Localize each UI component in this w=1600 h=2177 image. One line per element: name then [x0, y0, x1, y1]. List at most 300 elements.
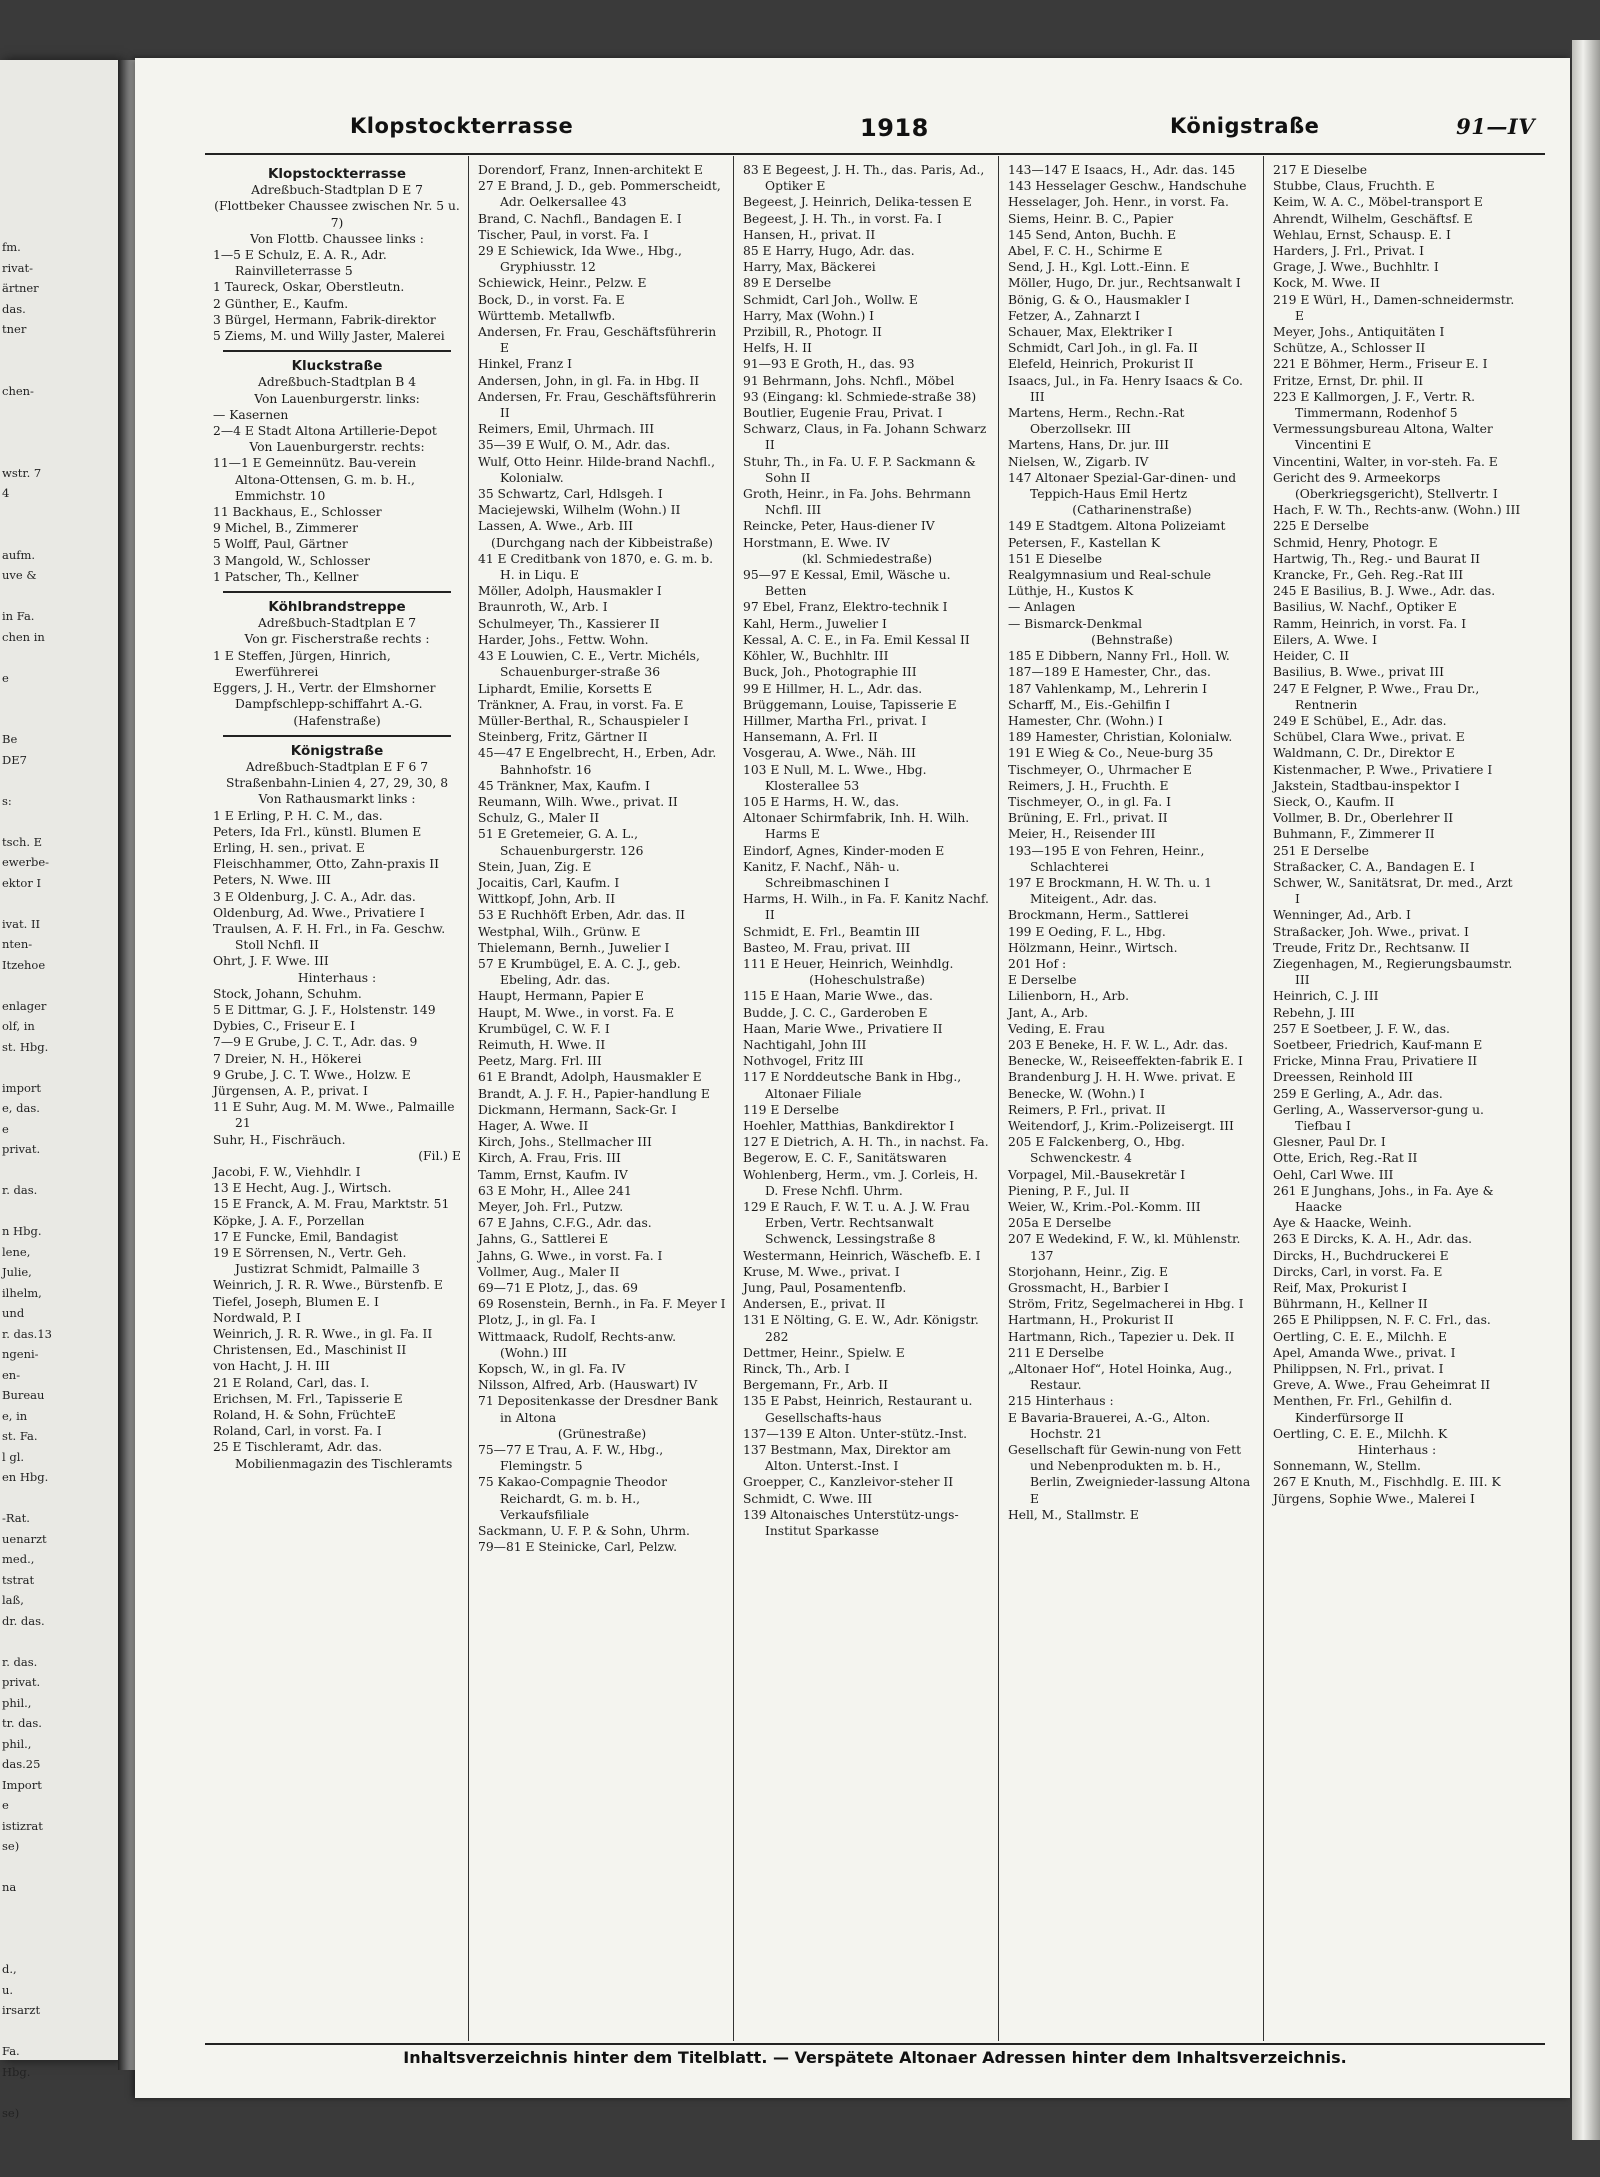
directory-entry: 191 E Wieg & Co., Neue-burg 35: [1008, 746, 1214, 761]
directory-entry: Schmidt, Carl Joh., in gl. Fa. II: [1008, 341, 1198, 356]
column-divider: [733, 156, 734, 2041]
directory-entry: Wehlau, Ernst, Schausp. E. I: [1273, 227, 1451, 242]
previous-page-text: Be: [2, 732, 18, 746]
directory-entry: Lilienborn, H., Arb.: [1008, 989, 1130, 1004]
directory-entry: 143 Hesselager Geschw., Handschuhe: [1008, 179, 1247, 194]
directory-entry: 29 E Schiewick, Ida Wwe., Hbg., Gryphiusstr. 12: [478, 244, 682, 275]
directory-entry: 137—139 E Alton. Unter-stütz.-Inst.: [743, 1426, 968, 1441]
directory-entry: 1 Taureck, Oskar, Oberstleutn.: [213, 280, 405, 295]
directory-entry: Köhler, W., Buchhltr. III: [743, 649, 889, 664]
directory-entry: Haupt, M. Wwe., in vorst. Fa. E: [478, 1005, 675, 1020]
directory-entry: Schütze, A., Schlosser II: [1273, 341, 1426, 356]
directory-entry: Bock, D., in vorst. Fa. E: [478, 292, 625, 307]
directory-entry: Elefeld, Heinrich, Prokurist II: [1008, 357, 1194, 372]
previous-page-text: n Hbg.: [2, 1224, 42, 1238]
directory-entry: Storjohann, Heinr., Zig. E: [1008, 1264, 1169, 1279]
previous-page-text: Hbg.: [2, 2064, 31, 2079]
directory-entry: Erichsen, M. Frl., Tapisserie E: [213, 1391, 403, 1406]
directory-entry: Budde, J. C. C., Garderoben E: [743, 1005, 928, 1020]
directory-entry: 1—5 E Schulz, E. A. R., Adr. Rainvilleterrasse 5: [213, 248, 387, 279]
directory-entry: Wittmaack, Rudolf, Rechts-anw. (Wohn.) III: [478, 1329, 677, 1360]
directory-entry: Jakstein, Stadtbau-inspektor I: [1273, 778, 1460, 793]
directory-entry: Maciejewski, Wilhelm (Wohn.) II: [478, 503, 681, 518]
previous-page-text: das.25: [2, 1757, 41, 1771]
directory-entry: 61 E Brandt, Adolph, Hausmakler E: [478, 1070, 702, 1085]
previous-page-text: enlager: [2, 998, 47, 1013]
directory-entry: 223 E Kallmorgen, J. F., Vertr. R. Timmermann, Rodenhof 5: [1273, 389, 1475, 421]
directory-entry: Heinrich, C. J. III: [1273, 989, 1379, 1004]
previous-page-text: privat.: [2, 1675, 41, 1689]
directory-entry: Krancke, Fr., Geh. Reg.-Rat III: [1273, 568, 1464, 583]
directory-entry: 149 E Stadtgem. Altona Polizeiamt: [1008, 519, 1226, 534]
book-right-edge: [1572, 40, 1600, 2140]
directory-entry: Christensen, Ed., Maschinist II: [213, 1343, 407, 1358]
directory-entry: Schwer, W., Sanitätsrat, Dr. med., Arzt I: [1273, 875, 1513, 907]
previous-page-text: se): [2, 2105, 20, 2120]
directory-entry: 5 Wolff, Paul, Gärtner: [213, 537, 348, 552]
directory-entry: Dorendorf, Franz, Innen-architekt E: [478, 163, 703, 177]
previous-page-text: lene,: [2, 1244, 31, 1259]
directory-entry: Brandenburg J. H. H. Wwe. privat. E: [1008, 1070, 1236, 1085]
directory-entry: Martens, Herm., Rechn.-Rat Oberzollsekr. III: [1008, 406, 1185, 437]
directory-entry: 135 E Pabst, Heinrich, Restaurant u. Gesellschafts-haus: [743, 1394, 973, 1425]
previous-page-text: e, das.: [2, 1101, 40, 1115]
directory-entry: Benecke, W., Reiseeffekten-fabrik E. I: [1008, 1054, 1243, 1069]
directory-entry: Hölzmann, Heinr., Wirtsch.: [1008, 940, 1178, 955]
directory-entry: 17 E Funcke, Emil, Bandagist: [213, 1229, 399, 1244]
previous-page-text: ilhelm,: [2, 1285, 42, 1300]
directory-entry: Hach, F. W. Th., Rechts-anw. (Wohn.) III: [1273, 503, 1521, 518]
directory-entry: Erling, H. sen., privat. E: [213, 840, 365, 855]
directory-entry: Petersen, F., Kastellan K: [1008, 535, 1161, 550]
previous-page-text: privat.: [2, 1142, 41, 1156]
section-note: Hinterhaus :: [297, 970, 377, 985]
directory-entry: Stuhr, Th., in Fa. U. F. P. Sackmann & Sohn II: [743, 454, 976, 485]
directory-entry: Schmid, Henry, Photogr. E: [1273, 535, 1438, 550]
directory-entry: 1 Patscher, Th., Kellner: [213, 569, 359, 584]
directory-entry: Ramm, Heinrich, in vorst. Fa. I: [1273, 616, 1467, 631]
section-note: (Behnstraße): [1091, 632, 1173, 647]
directory-entry: Kirch, Johs., Stellmacher III: [478, 1135, 652, 1150]
directory-entry: Basilius, W. Nachf., Optiker E: [1273, 600, 1457, 615]
directory-entry: Oldenburg, Ad. Wwe., Privatiere I: [213, 905, 425, 920]
directory-entry: — Anlagen: [1008, 600, 1076, 615]
directory-entry: Buck, Joh., Photographie III: [743, 665, 917, 680]
directory-entry: von Hacht, J. H. III: [213, 1359, 330, 1374]
directory-entry: Tischmeyer, O., Uhrmacher E: [1008, 762, 1192, 777]
directory-entry: Schübel, Clara Wwe., privat. E: [1273, 730, 1465, 745]
previous-page-text: chen in: [2, 629, 45, 644]
directory-entry: 45—47 E Engelbrecht, H., Erben, Adr. Bahnhofstr. 16: [478, 746, 717, 777]
directory-entry: 83 E Begeest, J. H. Th., das. Paris, Ad., Optiker E: [743, 163, 985, 194]
directory-entry: 143—147 E Isaacs, H., Adr. das. 145: [1008, 163, 1236, 177]
directory-entry: Tischmeyer, O., in gl. Fa. I: [1008, 794, 1171, 809]
directory-entry: Glesner, Paul Dr. I: [1273, 1135, 1386, 1150]
directory-entry: 139 Altonaisches Unterstütz-ungs-Institut Sparkasse: [743, 1507, 959, 1539]
directory-entry: Nielsen, W., Zigarb. IV: [1008, 454, 1149, 469]
directory-entry: Przibill, R., Photogr. II: [743, 325, 882, 340]
street-heading: Klopstockterrasse: [267, 166, 407, 182]
directory-entry: Oehl, Carl Wwe. III: [1273, 1167, 1394, 1182]
directory-entry: Weinrich, J. R. R. Wwe., in gl. Fa. II: [213, 1327, 433, 1342]
directory-entry: Traulsen, A. F. H. Frl., in Fa. Geschw. Stoll Nchfl. II: [213, 921, 446, 953]
directory-entry: Harry, Max, Bäckerei: [743, 260, 876, 275]
directory-entry: Vermessungsbureau Altona, Walter Vincentini E: [1273, 422, 1493, 453]
directory-entry: 95—97 E Kessal, Emil, Wäsche u. Betten: [743, 568, 951, 599]
directory-entry: 35—39 E Wulf, O. M., Adr. das.: [478, 438, 671, 453]
directory-entry: Thielemann, Bernh., Juwelier I: [478, 940, 670, 955]
directory-entry: 2 Günther, E., Kaufm.: [213, 296, 349, 311]
directory-entry: Wenninger, Ad., Arb. I: [1273, 908, 1411, 923]
directory-entry: Tiefel, Joseph, Blumen E. I: [213, 1294, 379, 1309]
previous-page-text: tstrat: [2, 1572, 35, 1587]
directory-entry: 5 E Dittmar, G. J. F., Holstenstr. 149: [213, 1002, 436, 1017]
section-note: Adreßbuch-Stadtplan E F 6 7: [245, 759, 429, 774]
directory-entry: Meier, H., Reisender III: [1008, 827, 1156, 842]
previous-page-text: nten-: [2, 937, 33, 951]
section-note: Von Rathausmarkt links :: [258, 792, 416, 807]
directory-entry: Haan, Marie Wwe., Privatiere II: [743, 1021, 943, 1036]
column-5: [1273, 162, 1521, 1507]
directory-entry: 265 E Philippsen, N. F. C. Frl., das.: [1273, 1313, 1491, 1328]
directory-entry: Andersen, Fr. Frau, Geschäftsführerin E: [478, 325, 717, 356]
directory-entry: Dybies, C., Friseur E. I: [213, 1019, 356, 1034]
directory-entry: 5 Ziems, M. und Willy Jaster, Malerei: [213, 329, 445, 344]
directory-entry: Dircks, H., Buchdruckerei E: [1273, 1248, 1449, 1263]
directory-entry: Groepper, C., Kanzleivor-steher II: [743, 1475, 954, 1490]
directory-entry: Waldmann, C. Dr., Direktor E: [1273, 746, 1455, 761]
directory-entry: Bönig, G. & O., Hausmakler I: [1008, 292, 1190, 307]
directory-entry: Kahl, Herm., Juwelier I: [743, 616, 887, 631]
previous-page-text: fm.: [2, 240, 21, 254]
directory-entry: Fritze, Ernst, Dr. phil. II: [1273, 373, 1424, 388]
directory-entry: Keim, W. A. C., Möbel-transport E: [1273, 195, 1483, 210]
directory-entry: Schiewick, Heinr., Pelzw. E: [478, 276, 647, 291]
previous-page-text: ewerbe-: [2, 855, 50, 869]
directory-entry: 9 Michel, B., Zimmerer: [213, 521, 358, 536]
directory-entry: Eggers, J. H., Vertr. der Elmshorner Dampfschlepp-schiffahrt A.-G.: [213, 681, 436, 712]
section-note: Adreßbuch-Stadtplan E 7: [257, 616, 417, 631]
directory-entry: 263 E Dircks, K. A. H., Adr. das.: [1273, 1232, 1473, 1247]
directory-entry: 137 Bestmann, Max, Direktor am Alton. Unterst.-Inst. I: [743, 1443, 951, 1474]
directory-entry: Nilsson, Alfred, Arb. (Hauswart) IV: [478, 1378, 698, 1393]
previous-page-text: irsarzt: [2, 2003, 41, 2017]
directory-entry: 9 Grube, J. C. T. Wwe., Holzw. E: [213, 1067, 411, 1082]
directory-entry: — Bismarck-Denkmal: [1008, 616, 1143, 631]
previous-page-text: Fa.: [2, 2044, 20, 2058]
directory-entry: Dettmer, Heinr., Spielw. E: [743, 1345, 905, 1360]
directory-entry: Reumann, Wilh. Wwe., privat. II: [478, 794, 678, 809]
previous-page-text: med.,: [2, 1552, 35, 1566]
directory-entry: Rebehn, J. III: [1273, 1005, 1355, 1020]
previous-page-text: uenarzt: [2, 1531, 47, 1546]
directory-entry: Harry, Max (Wohn.) I: [743, 308, 875, 323]
directory-entry: 117 E Norddeutsche Bank in Hbg., Altonaer Filiale: [743, 1070, 962, 1101]
previous-page-text: tner: [2, 322, 27, 336]
directory-entry: Köpke, J. A. F., Porzellan: [213, 1213, 365, 1228]
directory-entry: Schauer, Max, Elektriker I: [1008, 325, 1173, 340]
directory-entry: 199 E Oeding, F. L., Hbg.: [1008, 924, 1166, 939]
directory-entry: 115 E Haan, Marie Wwe., das.: [743, 989, 933, 1004]
section-note: (Durchgang nach der Kibbeistraße): [491, 535, 713, 550]
section-note: Hinterhaus :: [1357, 1443, 1437, 1458]
column-3: [743, 162, 991, 1539]
directory-entry: Tamm, Ernst, Kaufm. IV: [478, 1167, 628, 1182]
page-number: 91—IV: [1456, 114, 1535, 139]
directory-entry: Kanitz, F. Nachf., Näh- u. Schreibmaschinen I: [743, 859, 900, 890]
section-note: (Hoheschulstraße): [809, 973, 925, 988]
previous-page-text: chen-: [2, 383, 34, 398]
directory-entry: Stein, Juan, Zig. E: [478, 859, 592, 874]
directory-entry: Kock, M. Wwe. II: [1273, 276, 1380, 291]
directory-entry: Westermann, Heinrich, Wäschefb. E. I: [743, 1248, 981, 1263]
directory-entry: 7 Dreier, N. H., Hökerei: [213, 1051, 362, 1066]
directory-entry: Brandt, A. J. F. H., Papier-handlung E: [478, 1086, 710, 1101]
directory-entry: Begeest, J. Heinrich, Delika-tessen E: [743, 195, 972, 210]
directory-entry: 105 E Harms, H. W., das.: [743, 794, 900, 809]
previous-page-text: l gl.: [2, 1449, 25, 1464]
previous-page-text: DE7: [2, 752, 27, 767]
directory-entry: Ziegenhagen, M., Regierungsbaumstr. III: [1273, 956, 1513, 988]
previous-page-fragment: [0, 60, 120, 2120]
directory-entry: 127 E Dietrich, A. H. Th., in nachst. Fa.: [743, 1135, 989, 1150]
directory-entry: 205a E Derselbe: [1008, 1216, 1112, 1231]
section-note: Von Lauenburgerstr. rechts:: [249, 440, 425, 455]
directory-entry: Reimers, P. Frl., privat. II: [1008, 1102, 1166, 1117]
directory-entry: Dircks, Carl, in vorst. Fa. E: [1273, 1264, 1443, 1279]
directory-entry: Tränkner, A. Frau, in vorst. Fa. E: [478, 697, 684, 712]
directory-entry: 21 E Roland, Carl, das. I.: [213, 1375, 370, 1390]
directory-entry: Jocaitis, Carl, Kaufm. I: [478, 875, 620, 890]
section-note: Adreßbuch-Stadtplan B 4: [257, 375, 417, 390]
directory-entry: Andersen, Fr. Frau, Geschäftsführerin II: [478, 389, 717, 421]
directory-entry: E Derselbe: [1008, 973, 1077, 988]
section-note: (Catharinenstraße): [1072, 503, 1192, 518]
directory-entry: Jant, A., Arb.: [1008, 1005, 1089, 1020]
directory-entry: Reif, Max, Prokurist I: [1273, 1281, 1407, 1296]
section-note: Straßenbahn-Linien 4, 27, 29, 30, 8: [225, 776, 449, 791]
previous-page-text: e: [2, 1121, 9, 1136]
section-note: Von gr. Fischerstraße rechts :: [244, 632, 430, 647]
directory-entry: Sieck, O., Kaufm. II: [1273, 794, 1395, 809]
directory-entry: Veding, E. Frau: [1008, 1021, 1105, 1036]
directory-entry: Altonaer Schirmfabrik, Inh. H. Wilh. Harms E: [743, 811, 970, 842]
previous-page-text: phil.,: [2, 1695, 32, 1710]
section-separator: [223, 350, 451, 352]
directory-entry: Hartmann, H., Prokurist II: [1008, 1313, 1174, 1328]
directory-entry: 91 Behrmann, Johs. Nchfl., Möbel: [743, 373, 955, 388]
previous-page-text: uve &: [2, 568, 37, 582]
directory-entry: Jung, Paul, Posamentenfb.: [743, 1281, 907, 1296]
directory-entry: Stock, Johann, Schuhm.: [213, 986, 362, 1001]
directory-entry: Hesselager, Joh. Henr., in vorst. Fa.: [1008, 195, 1229, 210]
directory-entry: 11—1 E Gemeinnütz. Bau-verein Altona-Ottensen, G. m. b. H., Emmichstr. 10: [213, 456, 417, 503]
directory-entry: 225 E Derselbe: [1273, 519, 1369, 534]
previous-page-text: rivat-: [2, 260, 34, 275]
directory-entry: Wittkopf, John, Arb. II: [478, 892, 616, 907]
directory-entry: Jahns, G., Sattlerei E: [478, 1232, 609, 1247]
directory-entry: Benecke, W. (Wohn.) I: [1008, 1086, 1145, 1101]
directory-entry: Reimers, J. H., Fruchth. E: [1008, 778, 1169, 793]
header-rule: [205, 153, 1545, 155]
directory-entry: Oertling, C. E. E., Milchh. E: [1273, 1329, 1447, 1344]
directory-entry: Hansemann, A. Frl. II: [743, 730, 878, 745]
directory-entry: 205 E Falckenberg, O., Hbg. Schwenckestr. 4: [1008, 1135, 1185, 1166]
directory-entry: Jahns, G. Wwe., in vorst. Fa. I: [478, 1248, 663, 1263]
directory-entry: Peters, Ida Frl., künstl. Blumen E: [213, 824, 422, 839]
directory-entry: Steinberg, Fritz, Gärtner II: [478, 730, 648, 745]
directory-entry: Groth, Heinr., in Fa. Johs. Behrmann Nchfl. III: [743, 487, 971, 518]
directory-entry: 215 Hinterhaus :: [1008, 1394, 1114, 1409]
directory-entry: Ohrt, J. F. Wwe. III: [213, 954, 329, 969]
section-note: Von Flottb. Chaussee links :: [250, 231, 424, 246]
directory-entry: Brüning, E. Frl., privat. II: [1008, 811, 1168, 826]
directory-entry: Peters, N. Wwe. III: [213, 873, 331, 888]
directory-entry: Westphal, Wilh., Grünw. E: [478, 924, 641, 939]
directory-entry: Straßacker, Joh. Wwe., privat. I: [1273, 924, 1469, 939]
directory-entry: 187—189 E Hamester, Chr., das.: [1008, 665, 1211, 680]
directory-entry: 89 E Derselbe: [743, 276, 832, 291]
directory-entry: Gericht des 9. Armeekorps (Oberkriegsgericht), Stellvertr. I: [1273, 470, 1498, 502]
directory-entry: Meyer, Joh. Frl., Putzw.: [478, 1200, 624, 1214]
footer-rule: [205, 2043, 1545, 2045]
directory-entry: 147 Altonaer Spezial-Gar-dinen- und Teppich-Haus Emil Hertz: [1008, 470, 1237, 502]
directory-entry: Menthen, Fr. Frl., Gehilfin d. Kinderfürsorge II: [1273, 1394, 1453, 1425]
directory-entry: 91—93 E Groth, H., das. 93: [743, 357, 915, 372]
directory-entry: 187 Vahlenkamp, M., Lehrerin I: [1008, 681, 1207, 696]
directory-entry: Basilius, B. Wwe., privat III: [1273, 665, 1444, 680]
directory-entry: 75 Kakao-Compagnie Theodor Reichardt, G. m. b. H., Verkaufsfiliale: [478, 1475, 667, 1522]
column-divider: [1263, 156, 1264, 2041]
previous-page-text: olf, in: [2, 1019, 35, 1033]
directory-entry: 13 E Hecht, Aug. J., Wirtsch.: [213, 1181, 392, 1196]
header-left-street: Klopstockterrasse: [350, 114, 574, 138]
directory-entry: Sackmann, U. F. P. & Sohn, Uhrm.: [478, 1524, 690, 1539]
directory-entry: Lassen, A. Wwe., Arb. III: [478, 519, 634, 534]
directory-entry: Hansen, H., privat. II: [743, 227, 876, 242]
directory-entry: 75—77 E Trau, A. F. W., Hbg., Flemingstr. 5: [478, 1443, 664, 1474]
directory-entry: Dreessen, Reinhold III: [1273, 1070, 1413, 1085]
previous-page-text: Bureau: [2, 1388, 45, 1402]
directory-entry: 53 E Ruchhöft Erben, Adr. das. II: [478, 908, 686, 923]
directory-entry: Müller-Berthal, R., Schauspieler I: [478, 713, 689, 728]
directory-entry: 245 E Basilius, B. J. Wwe., Adr. das.: [1273, 584, 1496, 599]
directory-entry: 2—4 E Stadt Altona Artillerie-Depot: [213, 424, 437, 439]
directory-entry: Harders, J. Frl., Privat. I: [1273, 244, 1424, 259]
directory-entry: Harder, Johs., Fettw. Wohn.: [478, 632, 649, 647]
header-year: 1918: [860, 114, 929, 142]
directory-entry: 69—71 E Plotz, J., das. 69: [478, 1281, 638, 1296]
directory-entry: Brockmann, Herm., Sattlerei: [1008, 908, 1189, 923]
previous-page-text: ektor I: [2, 875, 42, 890]
section-separator: [223, 591, 451, 593]
directory-entry: Nothvogel, Fritz III: [743, 1054, 864, 1069]
directory-entry: Fetzer, A., Zahnarzt I: [1008, 308, 1140, 323]
directory-entry: Jürgens, Sophie Wwe., Malerei I: [1273, 1491, 1475, 1506]
directory-entry: 207 E Wedekind, F. W., kl. Mühlenstr. 137: [1008, 1232, 1241, 1263]
directory-entry: 85 E Harry, Hugo, Adr. das.: [743, 244, 915, 259]
directory-entry: Hartmann, Rich., Tapezier u. Dek. II: [1008, 1329, 1235, 1344]
column-1: [213, 162, 461, 1472]
directory-entry: 1 E Erling, P. H. C. M., das.: [213, 808, 383, 823]
directory-entry: Plotz, J., in gl. Fa. I: [478, 1313, 596, 1328]
header-right-street: Königstraße: [1170, 114, 1320, 138]
directory-entry: E Bavaria-Brauerei, A.-G., Alton. Hochstr. 21: [1008, 1410, 1211, 1441]
previous-page-text: tr. das.: [2, 1716, 42, 1730]
directory-entry: Kruse, M. Wwe., privat. I: [743, 1264, 900, 1279]
directory-entry: 247 E Felgner, P. Wwe., Frau Dr., Rentnerin: [1273, 681, 1480, 712]
directory-entry: Grossmacht, H., Barbier I: [1008, 1281, 1169, 1296]
directory-entry: Martens, Hans, Dr. jur. III: [1008, 438, 1170, 453]
directory-entry: 261 E Junghans, Johs., in Fa. Aye & Haacke: [1273, 1183, 1494, 1214]
directory-entry: 27 E Brand, J. D., geb. Pommerscheidt, Adr. Oelkersallee 43: [478, 179, 721, 210]
directory-entry: Abel, F. C. H., Schirme E: [1008, 244, 1163, 259]
directory-entry: Kopsch, W., in gl. Fa. IV: [478, 1362, 626, 1377]
directory-entry: Bührmann, H., Kellner II: [1273, 1297, 1428, 1312]
directory-entry: Piening, P. F., Jul. II: [1008, 1183, 1130, 1198]
directory-entry: Realgymnasium und Real-schule: [1008, 568, 1212, 583]
directory-entry: 129 E Rauch, F. W. T. u. A. J. W. Frau Erben, Vertr. Rechtsanwalt Schwenck, Lessingstraße 8: [743, 1200, 970, 1247]
section-note: (kl. Schmiedestraße): [802, 551, 932, 566]
directory-entry: Tischer, Paul, in vorst. Fa. I: [478, 227, 649, 242]
directory-entry: 3 Bürgel, Hermann, Fabrik-direktor: [213, 312, 436, 327]
section-note: (Flottbeker Chaussee zwischen Nr. 5 u. 7): [214, 199, 460, 230]
directory-entry: 219 E Würl, H., Damen-schneidermstr. E: [1273, 292, 1515, 323]
directory-entry: Hager, A. Wwe. II: [478, 1118, 589, 1133]
previous-page-text: r. das.13: [2, 1326, 52, 1341]
directory-entry: 217 E Dieselbe: [1273, 163, 1368, 177]
previous-page-text: e, in: [2, 1408, 28, 1423]
directory-entry: Reimers, Emil, Uhrmach. III: [478, 422, 655, 437]
directory-entry: 103 E Null, M. L. Wwe., Hbg. Klosterallee 53: [743, 762, 927, 793]
previous-page-text: ärtner: [2, 281, 39, 295]
directory-entry: Grage, J. Wwe., Buchhltr. I: [1273, 260, 1439, 275]
directory-entry: Suhr, H., Fischräuch.: [213, 1132, 346, 1147]
previous-page-text: s:: [2, 793, 12, 808]
directory-entry: 145 Send, Anton, Buchh. E: [1008, 227, 1177, 242]
footer-notice: Inhaltsverzeichnis hinter dem Titelblatt. — Verspätete Altonaer Adressen hinter dem Inhaltsverzeichnis.: [403, 2048, 1347, 2067]
previous-page-text: und: [2, 1306, 25, 1320]
previous-page-text: ivat. II: [2, 916, 41, 931]
directory-entry: 45 Tränkner, Max, Kaufm. I: [478, 778, 650, 793]
directory-entry: 203 E Beneke, H. F. W. L., Adr. das.: [1008, 1037, 1229, 1052]
directory-entry: Lüthje, H., Kustos K: [1008, 584, 1134, 599]
directory-entry: 251 E Derselbe: [1273, 843, 1369, 858]
directory-entry: Hartwig, Th., Reg.- und Baurat II: [1273, 551, 1480, 566]
directory-entry: Schmidt, E. Frl., Beamtin III: [743, 924, 920, 939]
directory-entry: 93 (Eingang: kl. Schmiede-straße 38): [743, 389, 977, 404]
directory-entry: Buhmann, F., Zimmerer II: [1273, 827, 1435, 842]
directory-entry: Brand, C. Nachfl., Bandagen E. I: [478, 211, 682, 226]
directory-entry: Reimuth, H. Wwe. II: [478, 1037, 606, 1052]
directory-entry: Hamester, Chr. (Wohn.) I: [1008, 713, 1163, 728]
previous-page-text: import: [2, 1080, 41, 1095]
previous-page-text: st. Hbg.: [2, 1039, 49, 1054]
directory-entry: 41 E Creditbank von 1870, e. G. m. b. H. in Liqu. E: [478, 551, 714, 583]
directory-entry: 97 Ebel, Franz, Elektro-technik I: [743, 600, 948, 615]
directory-entry: Schmidt, C. Wwe. III: [743, 1491, 873, 1506]
directory-entry: Basteo, M. Frau, privat. III: [743, 940, 911, 955]
directory-entry: 11 Backhaus, E., Schlosser: [213, 505, 382, 520]
directory-entry: Roland, H. & Sohn, FrüchteE: [213, 1408, 396, 1423]
directory-entry: Liphardt, Emilie, Korsetts E: [478, 681, 653, 696]
section-note: (Hafenstraße): [293, 713, 381, 728]
directory-entry: Vosgerau, A. Wwe., Näh. III: [743, 746, 916, 761]
directory-entry: Jürgensen, A. P., privat. I: [213, 1083, 368, 1098]
directory-entry: Ström, Fritz, Segelmacherei in Hbg. I: [1008, 1297, 1244, 1312]
directory-entry: „Altonaer Hof“, Hotel Hoinka, Aug., Restaur.: [1008, 1362, 1233, 1393]
previous-page-text: en Hbg.: [2, 1470, 49, 1484]
